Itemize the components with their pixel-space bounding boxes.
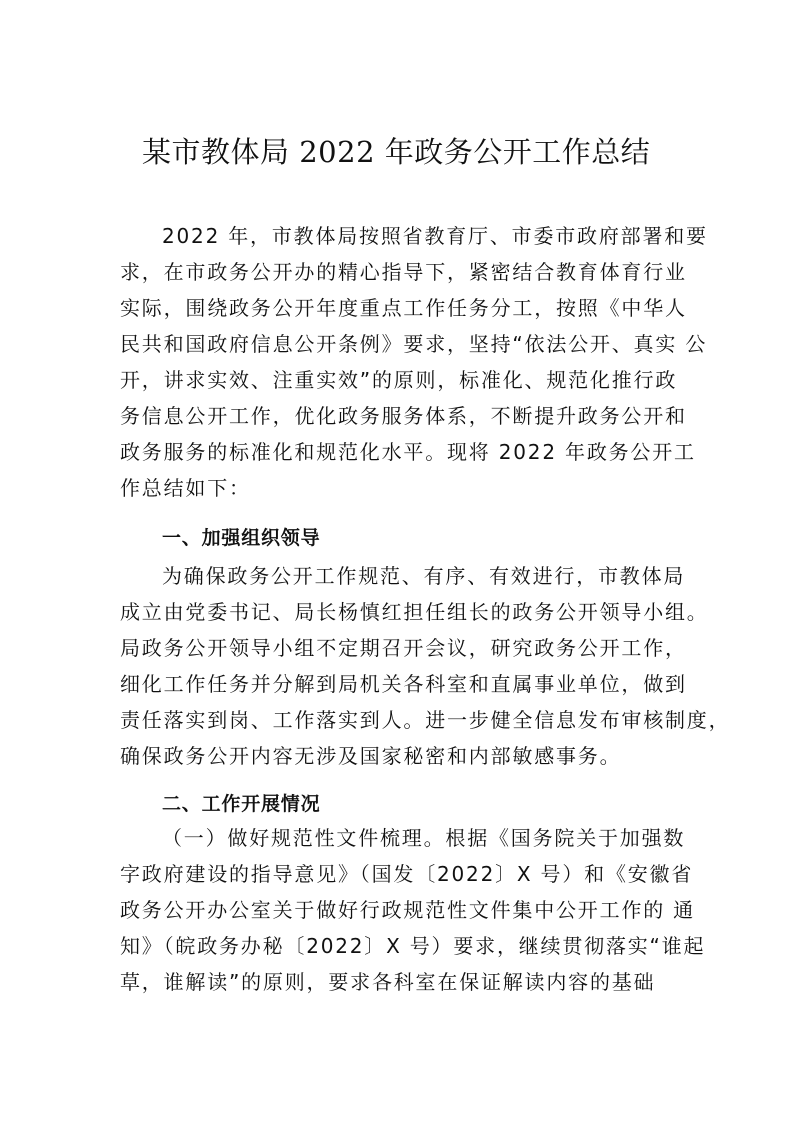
section1-line-1: 为确保政务公开工作规范、有序、有效进行，市教体局 <box>162 564 686 588</box>
intro-line-8: 作总结如下： <box>120 476 251 500</box>
intro-line-6: 务信息公开工作，优化政务服务体系，不断提升政务公开和 <box>120 404 687 428</box>
intro-line-3: 实际，围绕政务公开年度重点工作任务分工，按照《中华人 <box>120 296 687 320</box>
document-title: 某市教体局 2022 年政务公开工作总结 <box>142 135 651 169</box>
section1-line-5: 责任落实到岗、工作落实到人。进一步健全信息发布审核制度， <box>120 708 731 732</box>
section-heading-organization: 一、加强组织领导 <box>162 527 321 549</box>
section1-line-6: 确保政务公开内容无涉及国家秘密和内部敏感事务。 <box>120 744 622 768</box>
intro-line-7: 政务服务的标准化和规范化水平。现将 2022 年政务公开工 <box>120 440 696 464</box>
intro-line-5: 开，讲求实效、注重实效”的原则，标准化、规范化推行政 <box>120 368 678 392</box>
section2-line-1: （一）做好规范性文件梳理。根据《国务院关于加强数 <box>162 826 686 850</box>
section1-line-3: 局政务公开领导小组不定期召开会议，研究政务公开工作， <box>120 636 687 660</box>
section2-line-3: 政务公开办公室关于做好行政规范性文件集中公开工作的 通 <box>120 898 695 922</box>
section1-line-4: 细化工作任务并分解到局机关各科室和直属事业单位，做到 <box>120 672 687 696</box>
section2-line-4: 知》（皖政务办秘〔2022〕X 号）要求，继续贯彻落实“谁起 <box>120 934 706 958</box>
section1-line-2: 成立由党委书记、局长杨慎红担任组长的政务公开领导小组。 <box>120 600 709 624</box>
section-heading-work-progress: 二、工作开展情况 <box>162 793 321 815</box>
section2-line-5: 草，谁解读”的原则，要求各科室在保证解读内容的基础 <box>120 970 656 994</box>
intro-line-2: 求，在市政务公开办的精心指导下，紧密结合教育体育行业 <box>120 260 687 284</box>
intro-line-1: 2022 年，市教体局按照省教育厅、市委市政府部署和要 <box>162 224 708 248</box>
section2-line-2: 字政府建设的指导意见》（国发〔2022〕X 号）和《安徽省 <box>120 862 694 886</box>
intro-line-4: 民共和国政府信息公开条例》要求，坚持“依法公开、真实 公 <box>120 332 708 356</box>
